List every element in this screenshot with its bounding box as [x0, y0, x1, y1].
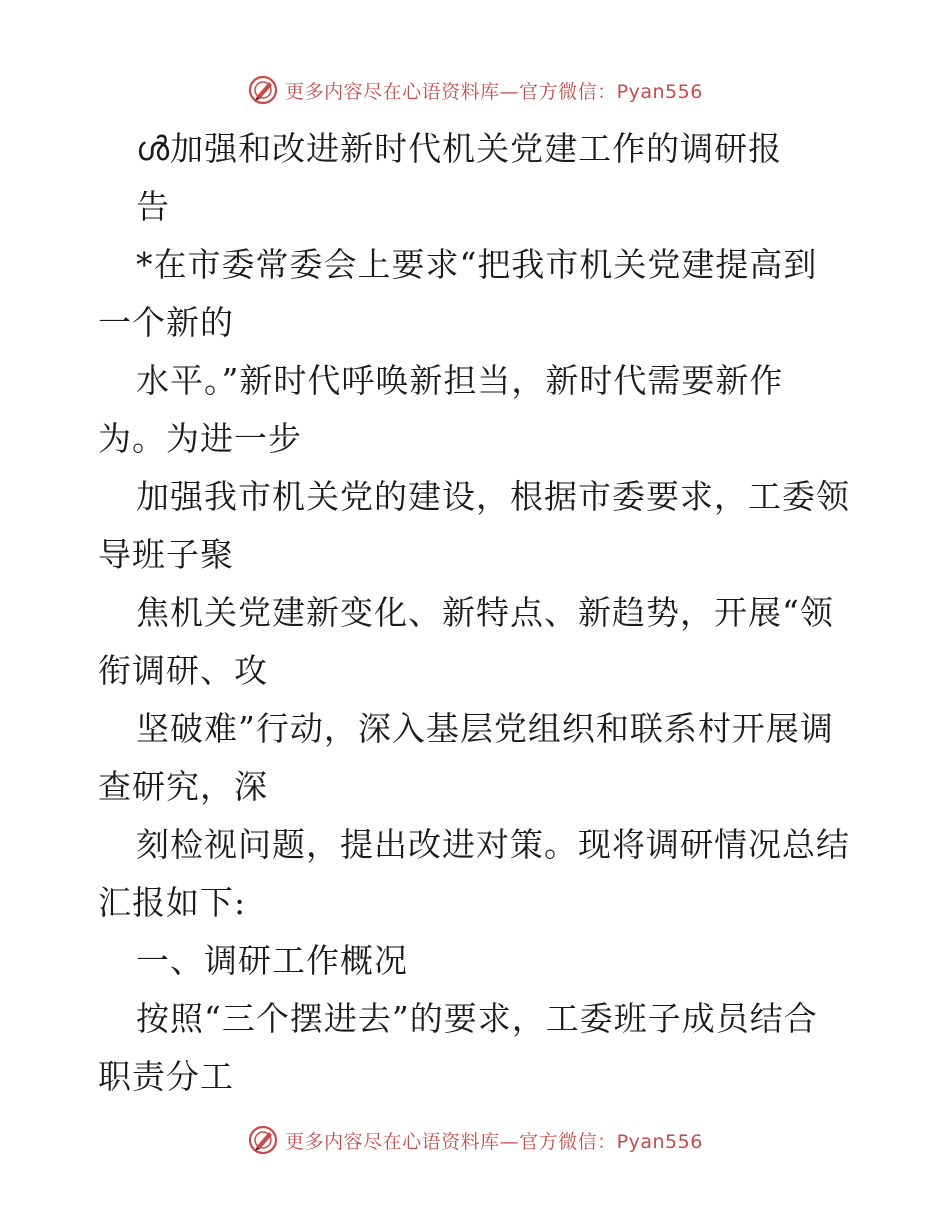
- paragraph-line: 按照“三个摆进去”的要求，工委班子成员结合: [136, 999, 818, 1038]
- wechat-id: Pyan556: [616, 1130, 703, 1153]
- paragraph-line: *在市委常委会上要求“把我市机关党建提高到: [136, 245, 818, 284]
- document-body: [98, 120, 858, 1106]
- paragraph-line: 汇报如下:: [98, 883, 247, 922]
- footer-banner: [0, 1120, 950, 1160]
- banner-text: 更多内容尽在心语资料库—官方微信：Pyan556: [285, 1130, 703, 1153]
- paragraph-line: 加强我市机关党的建设，根据市委要求，工委领: [136, 477, 850, 516]
- paragraph-line: 水平。”新时代呼唤新担当，新时代需要新作: [136, 361, 784, 400]
- banner-text: 更多内容尽在心语资料库—官方微信：Pyan556: [285, 80, 703, 103]
- section-heading: 一、调研工作概况: [136, 941, 408, 980]
- paragraph-line: 职责分工: [98, 1057, 234, 1096]
- paragraph-line: 导班子聚: [98, 535, 234, 574]
- paragraph-line: 衔调研、攻: [98, 651, 268, 690]
- paragraph-line: 坚破难”行动，深入基层党组织和联系村开展调: [136, 709, 834, 748]
- paragraph-line: 为。为进一步: [98, 419, 302, 458]
- title-line-2: 告: [136, 187, 170, 226]
- paragraph-line: 查研究，深: [98, 767, 268, 806]
- paragraph-line: 刻检视问题，提出改进对策。现将调研情况总结: [136, 825, 850, 864]
- pen-circle-icon: [247, 74, 279, 106]
- pen-circle-icon: [247, 1124, 279, 1156]
- title-line-1: ൾ加强和改进新时代机关党建工作的调研报: [136, 129, 783, 168]
- wechat-id: Pyan556: [616, 80, 703, 103]
- paragraph-line: 焦机关党建新变化、新特点、新趋势，开展“领: [136, 593, 834, 632]
- header-banner: [0, 70, 950, 110]
- paragraph-line: 一个新的: [98, 303, 234, 342]
